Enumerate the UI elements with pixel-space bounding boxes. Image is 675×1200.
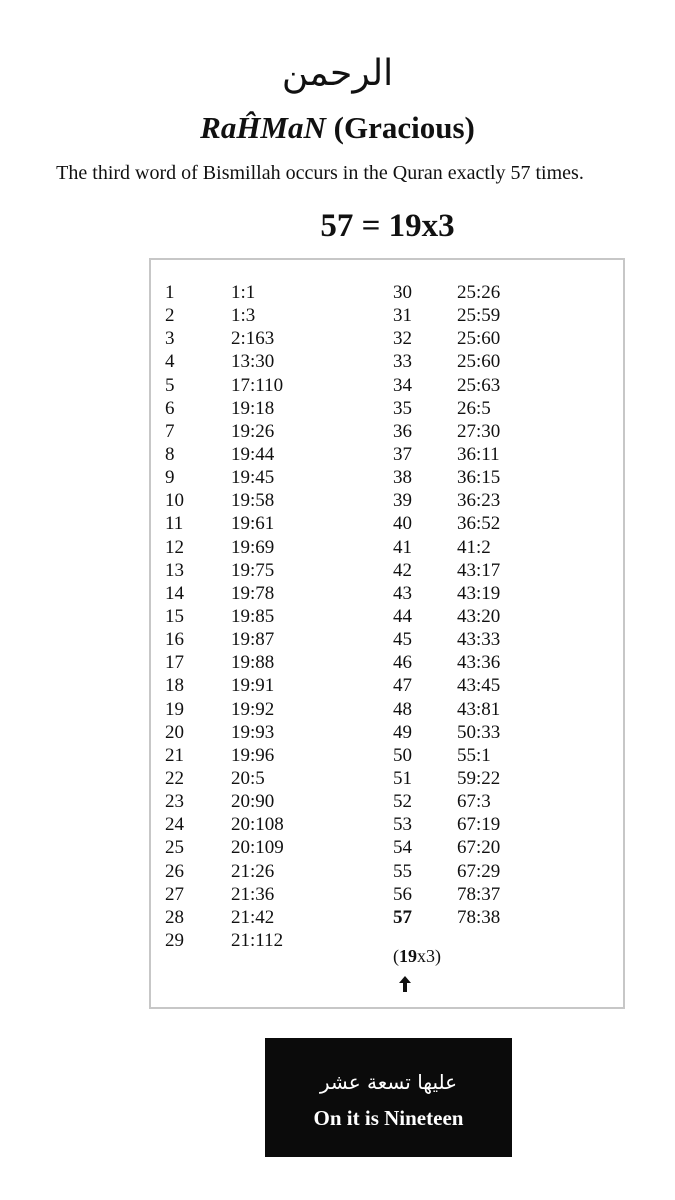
occurrence-number: 29	[165, 929, 184, 951]
verse-reference: 36:15	[457, 467, 501, 489]
occurrence-number: 31	[393, 305, 412, 327]
verse-reference: 21:26	[231, 860, 275, 882]
occurrence-number: 18	[165, 675, 184, 697]
verse-reference: 19:44	[231, 443, 275, 465]
verse-reference: 59:22	[457, 767, 501, 789]
verse-reference: 25:60	[457, 351, 501, 373]
occurrence-number: 40	[393, 513, 412, 535]
description: The third word of Bismillah occurs in the Quran exactly 57 times.	[56, 162, 584, 184]
verse-reference: 26:5	[457, 397, 491, 419]
verse-reference: 13:30	[231, 351, 275, 373]
verse-reference: 25:63	[457, 374, 501, 396]
verse-reference: 43:36	[457, 652, 501, 674]
verse-reference: 19:69	[231, 536, 275, 558]
occurrence-number: 23	[165, 791, 184, 813]
occurrence-number: 14	[165, 582, 184, 604]
occurrence-number: 19	[165, 698, 184, 720]
verse-reference: 41:2	[457, 536, 491, 558]
occurrence-number: 22	[165, 767, 184, 789]
footnote-bold: 19	[399, 946, 417, 966]
occurrence-number: 17	[165, 652, 184, 674]
verse-reference: 21:42	[231, 906, 275, 928]
occurrence-number: 50	[393, 744, 412, 766]
equation: 57 = 19x3	[320, 208, 455, 244]
occurrence-number: 46	[393, 652, 412, 674]
occurrence-number: 51	[393, 767, 412, 789]
occurrence-number: 6	[165, 397, 175, 419]
occurrence-number: 33	[393, 351, 412, 373]
verse-reference: 43:81	[457, 698, 501, 720]
verse-reference: 20:90	[231, 791, 275, 813]
occurrence-number: 26	[165, 860, 184, 882]
occurrence-number: 8	[165, 443, 175, 465]
occurrence-number: 39	[393, 490, 412, 512]
occurrence-number: 35	[393, 397, 412, 419]
occurrence-number: 7	[165, 420, 175, 442]
verse-reference: 67:20	[457, 837, 501, 859]
verse-reference: 1:1	[231, 282, 256, 303]
occurrence-number: 49	[393, 721, 412, 743]
verse-reference: 19:45	[231, 467, 275, 489]
verse-reference: 19:88	[231, 652, 275, 674]
verse-reference: 20:109	[231, 837, 284, 859]
verse-reference: 19:58	[231, 490, 275, 512]
verse-reference: 20:5	[231, 767, 265, 789]
occurrence-number: 38	[393, 467, 412, 489]
occurrence-number: 45	[393, 629, 412, 651]
verse-reference: 19:96	[231, 744, 275, 766]
verse-reference: 78:38	[457, 906, 501, 928]
verse-reference: 19:18	[231, 397, 275, 419]
verse-reference: 1:3	[231, 305, 256, 327]
occurrence-number: 5	[165, 374, 175, 396]
occurrence-number: 37	[393, 443, 412, 465]
verse-reference: 17:110	[231, 374, 284, 396]
occurrence-number: 41	[393, 536, 412, 558]
occurrence-number: 27	[165, 883, 184, 905]
verse-reference: 36:11	[457, 443, 500, 465]
occurrence-number: 52	[393, 791, 412, 813]
arabic-title: الرحمن	[281, 53, 394, 94]
occurrence-number: 54	[393, 837, 412, 859]
verse-reference: 36:23	[457, 490, 501, 512]
verse-reference: 67:29	[457, 860, 501, 882]
nineteen-badge	[265, 1038, 512, 1157]
verse-reference: 43:19	[457, 582, 501, 604]
verse-reference: 2:163	[231, 328, 275, 350]
total-footnote	[393, 944, 441, 968]
verse-reference: 36:52	[457, 513, 501, 535]
occurrence-number: 16	[165, 629, 184, 651]
occurrence-number: 21	[165, 744, 184, 766]
occurrence-number: 10	[165, 490, 184, 512]
occurrence-number: 28	[165, 906, 184, 928]
occurrence-number: 32	[393, 328, 412, 350]
page-title	[0, 108, 675, 148]
verse-reference: 21:112	[231, 929, 284, 951]
occurrence-number: 56	[393, 883, 412, 905]
verse-reference: 43:17	[457, 559, 501, 581]
occurrence-number: 36	[393, 420, 412, 442]
occurrence-number: 43	[393, 582, 412, 604]
verse-reference: 43:45	[457, 675, 501, 697]
occurrence-number: 9	[165, 467, 175, 489]
verse-reference: 19:93	[231, 721, 275, 743]
badge-english-text: On it is Nineteen	[313, 1106, 464, 1130]
occurrence-number: 34	[393, 374, 412, 396]
badge-arabic-text: عليها تسعة عشر	[319, 1070, 458, 1094]
occurrence-number: 3	[165, 328, 175, 350]
occurrence-number: 55	[393, 860, 412, 882]
occurrence-number: 42	[393, 559, 412, 581]
arrow-up-icon	[397, 974, 413, 994]
occurrence-number: 4	[165, 351, 175, 373]
occurrence-number: 48	[393, 698, 412, 720]
footnote-rest: x3)	[417, 946, 441, 966]
occurrence-number: 57	[393, 906, 412, 928]
verse-reference: 25:26	[457, 282, 501, 303]
occurrence-number: 13	[165, 559, 184, 581]
occurrence-number: 25	[165, 837, 184, 859]
verse-reference: 25:59	[457, 305, 501, 327]
verse-reference: 19:85	[231, 605, 275, 627]
verse-reference: 21:36	[231, 883, 275, 905]
verse-reference: 43:20	[457, 605, 501, 627]
verse-reference: 19:26	[231, 420, 275, 442]
verse-reference: 55:1	[457, 744, 491, 766]
occurrence-table	[149, 258, 625, 1009]
footnote-open: (	[393, 946, 399, 966]
verse-reference: 27:30	[457, 420, 501, 442]
occurrence-number: 20	[165, 721, 184, 743]
occurrence-number: 1	[165, 282, 175, 303]
occurrence-number: 2	[165, 305, 175, 327]
verse-reference: 50:33	[457, 721, 501, 743]
verse-reference: 67:3	[457, 791, 491, 813]
verse-reference: 19:75	[231, 559, 275, 581]
occurrence-number: 47	[393, 675, 412, 697]
occurrence-number: 11	[165, 513, 184, 535]
verse-reference: 78:37	[457, 883, 501, 905]
verse-reference: 43:33	[457, 629, 501, 651]
verse-reference: 19:78	[231, 582, 275, 604]
verse-reference: 19:61	[231, 513, 275, 535]
verse-reference: 19:87	[231, 629, 275, 651]
occurrence-number: 53	[393, 814, 412, 836]
transliteration: RaĤMaN	[200, 110, 326, 145]
occurrence-number: 15	[165, 605, 184, 627]
verse-reference: 67:19	[457, 814, 501, 836]
verse-reference: 19:91	[231, 675, 275, 697]
occurrence-number: 12	[165, 536, 184, 558]
verse-reference: 25:60	[457, 328, 501, 350]
occurrence-number: 24	[165, 814, 184, 836]
translation: (Gracious)	[333, 110, 475, 145]
occurrence-number: 30	[393, 282, 412, 303]
occurrence-number: 44	[393, 605, 412, 627]
verse-reference: 19:92	[231, 698, 275, 720]
verse-reference: 20:108	[231, 814, 284, 836]
